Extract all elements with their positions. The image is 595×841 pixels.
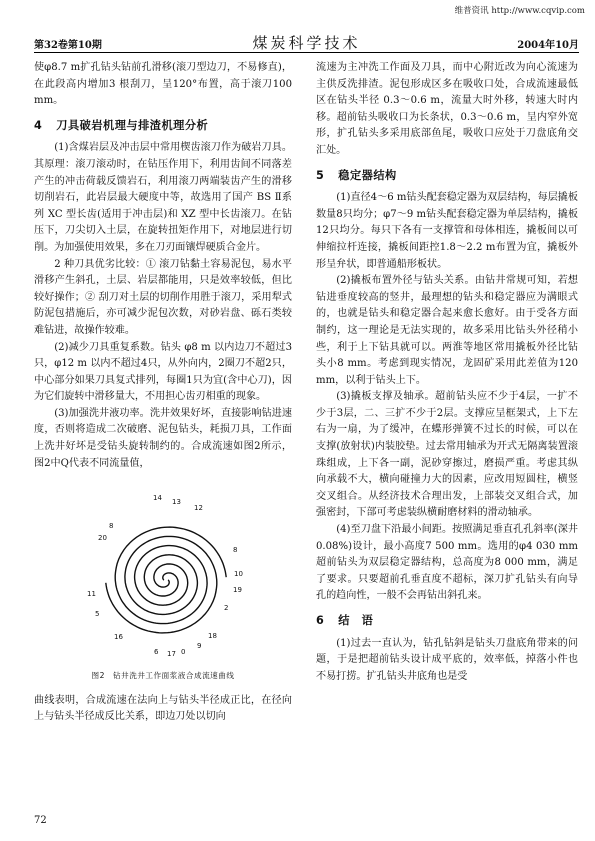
paragraph: (1)直径4～6 m钻头配套稳定器为双层结构，每层撬板数量8只均分；φ7～9 m钻头配套稳定器为单层结构，撬板12只均分。每只下各有一支撑管和母体相连，撬板间以可伸缩拉杆连接，撬板间距控1.8～2.2 m布置为宜，撬板外形呈弁状，即普通船形板状。 xyxy=(316,192,578,270)
header-volume: 第32卷第10期 xyxy=(34,40,102,51)
header-date: 2004年10月 xyxy=(517,40,579,51)
section-number: 4 xyxy=(34,118,43,132)
section-heading-6 xyxy=(316,613,578,630)
figure-caption: 图2 钻井洗井工作面浆液合成流速曲线 xyxy=(91,671,235,681)
curve-label: 8 xyxy=(109,522,114,531)
paragraph: 使φ8.7 m扩孔钻头钻前孔滑移(滚刀型边刀，不易修直)，在此段高内增加3 根刮刀，呈120°布置，高于滚刀100 mm。 xyxy=(34,62,292,107)
curve-label: 19 xyxy=(233,586,242,595)
header-journal-title: 煤炭科学技术 xyxy=(252,34,361,52)
curve-label: 5 xyxy=(95,610,100,619)
section-title: 刀具破岩机理与排渣机理分析 xyxy=(56,118,209,132)
watermark: 维普资讯 http://www.cqvip.com xyxy=(454,6,585,16)
curve-label: 9 xyxy=(197,642,202,651)
paragraph: (4)至刀盘下沿最小间距。按照满足垂直孔孔斜率(深井0.08%)设计，最小高度7 500 mm。选用的φ4 030 mm超前钻头为双层稳定器结构，总高度为8 000 mm，满足了要求。只要超前孔垂直度不超标，深刀扩孔钻头有向导孔的趋向性，一般不会再钻出斜孔来。 xyxy=(316,524,578,602)
section-number: 6 xyxy=(316,614,325,627)
curve-label: 13 xyxy=(172,498,181,507)
spiral-flow-diagram xyxy=(34,476,292,666)
running-header xyxy=(34,32,579,53)
paragraph: (3)加强洗井液功率。洗井效果好坏，直接影响钻进速度，否则将造成二次破磨、泥包钻头，耗损刀具，工作面上洗井好坏是受钻头旋转制约的。合成流速如图2所示，图2中Q代表不同流量值， xyxy=(34,407,292,469)
curve-label: 11 xyxy=(87,590,96,599)
right-column xyxy=(316,60,578,685)
paragraph: (2)撬板布置外径与钻头关系。由钻井常规可知，若想钻进垂度较高的竖井，最理想的钻头和稳定器应为满眼式的，也就是钻头和稳定器合起来愈长愈好。由于受各方面制约，这一理论是无法实现的，故多采用比钻头外径稍小些，利于上下钻具就可以。两淮等地区常用撬板外径比钻头小8 mm。考虑到现实情况，龙固矿采用此差值为120 mm，以利于钻头上下。 xyxy=(316,275,578,386)
curve-label: 20 xyxy=(98,534,107,543)
curve-label: 0 xyxy=(181,648,186,657)
curve-label: 2 xyxy=(224,604,229,613)
paragraph: (1)含煤岩层及冲击层中常用楔齿滚刀作为破岩刀具。其原理：滚刀滚动时，在钻压作用下，利用齿间不同落差产生的冲击荷载反馈岩石，利用滚刀两端装齿产生的滑移切削岩石，此岩层最大硬度中等，故选用了国产 BS Ⅱ系列 XC 型长齿(适用于冲击层)和 XZ 型中长齿滚刀。在钻压下，刀尖切入土层，在旋转扭矩作用下，对地层进行切削。为加强使用效果，多在刀刃面镶焊硬质合金片。 xyxy=(34,142,292,253)
section-heading-5 xyxy=(316,168,578,185)
paragraph: (3)撬板支撑及轴承。超前钻头应不少于4层，一扩不少于3层，二、三扩不少于2层。支撑应呈框架式，上下左右为一扇，为了缓冲，在蝶形弹簧不过长的时候，可以在支撑(放射状)内装胶垫。过去常用轴承为开式无隔离装置滚珠组成，上下各一副，泥砂穿擦过，磨损严重。考虑其纵向承载不大，横向碰撞力大的因素，应改用短圆柱，横竖交叉组合。从经济技术合理出发，上部装交叉组合式，加强密封，下部可考虑装纵横耐磨材料的滑动轴承。 xyxy=(316,391,578,519)
paragraph: (1)过去一直认为，钻孔钻斜是钻头刀盘底角带来的问题，于是把超前钻头设计成平底的，效率低，掉落小件也不易打捞。扩孔钻头井底角也是受 xyxy=(316,637,578,682)
curve-label: 16 xyxy=(114,633,123,642)
section-number: 5 xyxy=(316,168,325,182)
curve-label: 12 xyxy=(194,504,203,513)
paragraph: 2 种刀具优劣比较：① 滚刀钻黏土容易泥包，易水平滑移产生斜孔，土层、岩层都能用，只是效率较低，但比较好操作；② 刮刀对土层的切削作用胜于滚刀，采用犁式防泥包措施后，亦可减少泥包次数，对砂岩盘、砾石类较难钻进，故操作较难。 xyxy=(34,258,292,336)
left-column xyxy=(34,60,292,726)
paragraph: 流速为主冲洗工作面及刀具，而中心附近改为向心流速为主供反洗排渣。泥包形成区多在吸收口处，合成流速最低区在钻头半径 0.3～0.6 m，流量大时外移，转速大时内移。超前钻头吸收口为长条状，0.3～0.6 m，呈内窄外宽形，扩孔钻头多采用底部鱼尾，吸收口应处于刀盘底角交汇处。 xyxy=(316,62,578,156)
figure-2 xyxy=(34,476,292,666)
page-number: 72 xyxy=(34,815,47,826)
curve-label: 10 xyxy=(234,570,243,579)
section-title: 稳定器结构 xyxy=(338,168,397,182)
curve-label: 18 xyxy=(208,632,217,641)
section-heading-4 xyxy=(34,118,292,135)
curve-label: 17 xyxy=(167,650,176,659)
paragraph: (2)减少刀具重复系数。钻头 φ8 m 以内边刀不超过3只，φ12 m 以内不超过4只，从外向内，2圈刀不超2只，中心部分如果刀具复式排列，每圈1只为宜(含中心刀)，因为它们旋转中滑移量大，不用担心齿刃相重的现象。 xyxy=(34,341,292,403)
curve-label: 6 xyxy=(154,648,159,657)
paragraph: 曲线表明，合成流速在法向上与钻头半径成正比，在径向上与钻头半径成反比关系，即边刀处以切向 xyxy=(34,694,292,723)
curve-label: 8 xyxy=(233,546,238,555)
section-title: 结 语 xyxy=(338,614,374,627)
curve-label: 14 xyxy=(153,494,162,503)
